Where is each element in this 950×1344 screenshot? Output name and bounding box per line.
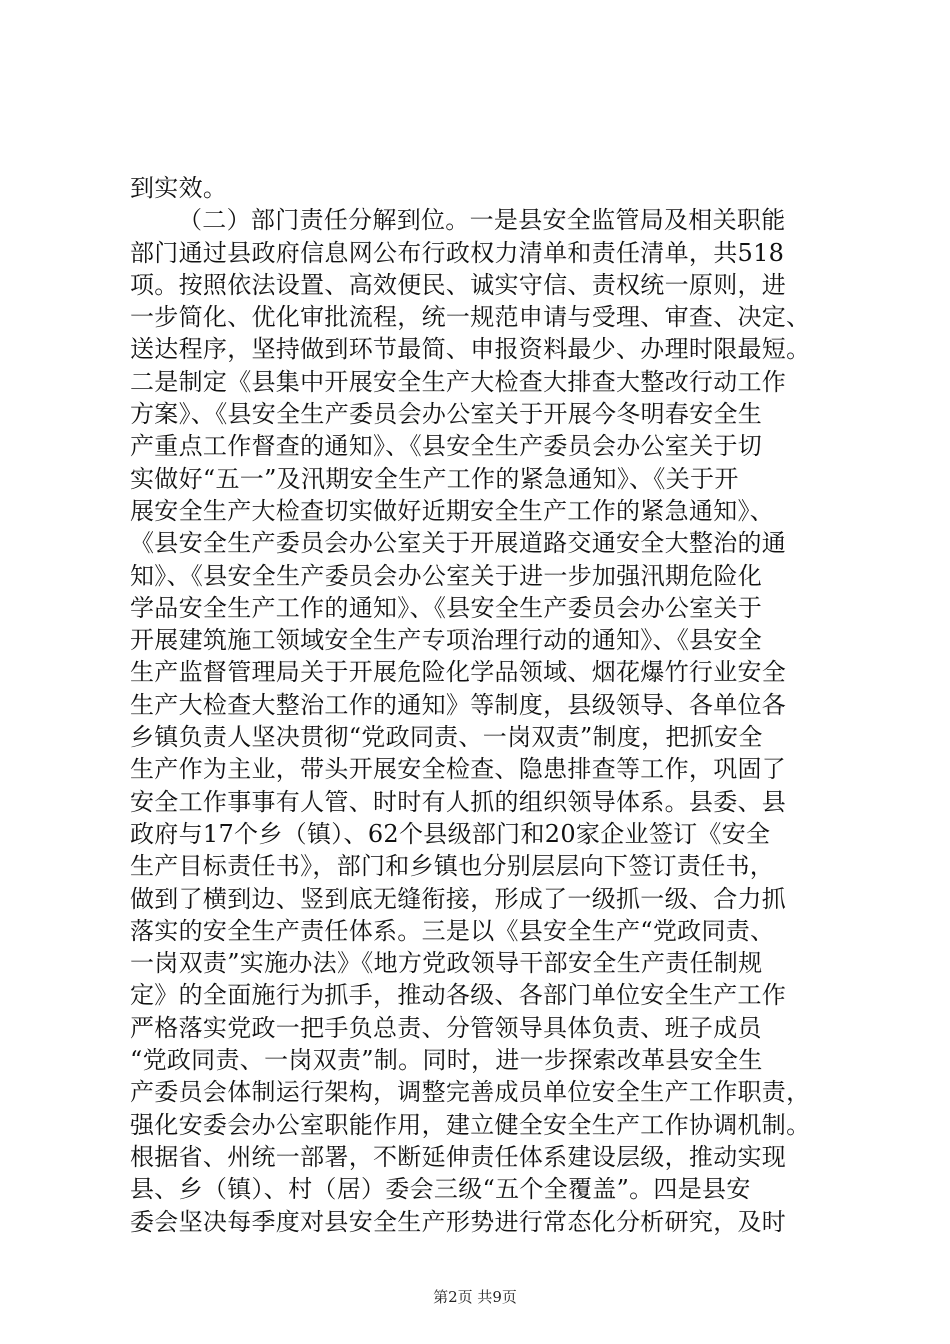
text-line: 部门通过县政府信息网公布行政权力清单和责任清单，共518 bbox=[130, 238, 785, 267]
text-line: 安全工作事事有人管、时时有人抓的组织领导体系。县委、县 bbox=[130, 787, 787, 816]
text-line: 县、乡（镇）、村（居）委会三级“五个全覆盖”。四是县安 bbox=[130, 1175, 751, 1204]
text-line: 生产作为主业，带头开展安全检查、隐患排查等工作，巩固了 bbox=[130, 755, 787, 784]
text-line: （二）部门责任分解到位。一是县安全监管局及相关职能 bbox=[178, 206, 786, 235]
text-line: 产委员会体制运行架构，调整完善成员单位安全生产工作职责， bbox=[130, 1078, 811, 1107]
text-line: 一步简化、优化审批流程，统一规范申请与受理、审查、决定、 bbox=[130, 303, 811, 332]
text-line: 政府与17个乡（镇）、62个县级部门和20家企业签订《安全 bbox=[130, 819, 771, 848]
text-line: 定》的全面施行为抓手，推动各级、各部门单位安全生产工作 bbox=[130, 981, 787, 1010]
text-line: 强化安委会办公室职能作用，建立健全安全生产工作协调机制。 bbox=[130, 1110, 811, 1139]
page-number: 第2页 共9页 bbox=[433, 1288, 517, 1306]
text-line: 生产大检查大整治工作的通知》等制度，县级领导、各单位各 bbox=[130, 690, 787, 719]
text-line: 开展建筑施工领域安全生产专项治理行动的通知》、《县安全 bbox=[130, 626, 763, 655]
text-line: 产重点工作督查的通知》、《县安全生产委员会办公室关于切 bbox=[130, 432, 763, 461]
text-line: 一岗双责”实施办法》《地方党政领导干部安全生产责任制规 bbox=[130, 949, 763, 978]
text-line: 知》、《县安全生产委员会办公室关于进一步加强汛期危险化 bbox=[130, 561, 763, 590]
text-line: 乡镇负责人坚决贯彻“党政同责、一岗双责”制度，把抓安全 bbox=[130, 723, 763, 752]
text-line: 到实效。 bbox=[130, 174, 228, 202]
text-line: 生产目标责任书》，部门和乡镇也分别层层向下签订责任书， bbox=[130, 852, 775, 881]
text-line: 严格落实党政一把手负总责、分管领导具体负责、班子成员 bbox=[130, 1013, 762, 1042]
text-line: 项。按照依法设置、高效便民、诚实守信、责权统一原则，进 bbox=[130, 270, 787, 299]
text-line: 生产监督管理局关于开展危险化学品领域、烟花爆竹行业安全 bbox=[130, 658, 787, 687]
page-footer bbox=[0, 1287, 950, 1307]
text-line: 《县安全生产委员会办公室关于开展道路交通安全大整治的通 bbox=[130, 529, 787, 558]
text-line: 展安全生产大检查切实做好近期安全生产工作的紧急通知》、 bbox=[130, 496, 775, 525]
text-line: 二是制定《县集中开展安全生产大检查大排查大整改行动工作 bbox=[130, 367, 787, 396]
text-line: 方案》、《县安全生产委员会办公室关于开展今冬明春安全生 bbox=[130, 400, 763, 429]
text-line: 送达程序，坚持做到环节最简、申报资料最少、办理时限最短。 bbox=[130, 335, 811, 364]
text-line: 学品安全生产工作的通知》、《县安全生产委员会办公室关于 bbox=[130, 593, 763, 622]
text-line: 实做好“五一”及汛期安全生产工作的紧急通知》、《关于开 bbox=[130, 464, 739, 493]
text-line: 根据省、州统一部署，不断延伸责任体系建设层级，推动实现 bbox=[130, 1142, 787, 1171]
text-line: “党政同责、一岗双责”制。同时，进一步探索改革县安全生 bbox=[130, 1046, 763, 1075]
text-line: 委会坚决每季度对县安全生产形势进行常态化分析研究，及时 bbox=[130, 1207, 787, 1236]
text-line: 做到了横到边、竖到底无缝衔接，形成了一级抓一级、合力抓 bbox=[130, 884, 787, 913]
text-line: 落实的安全生产责任体系。三是以《县安全生产“党政同责、 bbox=[130, 916, 775, 945]
body-text bbox=[130, 172, 830, 1238]
